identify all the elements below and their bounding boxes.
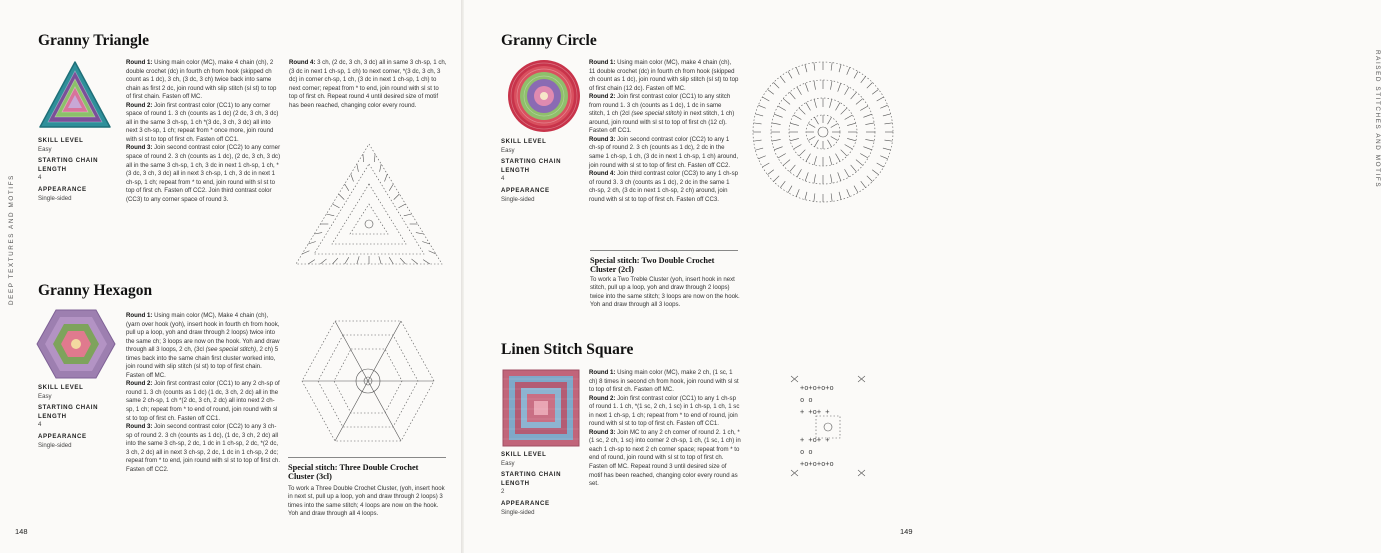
stitch-symbol xyxy=(778,154,786,159)
hexagon-chain: 4 xyxy=(38,421,42,429)
stitch-symbol xyxy=(847,67,850,74)
round-label: Round 1: xyxy=(126,312,153,319)
triangle-appearance: Single-sided xyxy=(38,194,72,202)
circle-motif-photo xyxy=(507,59,581,133)
round-text: Join second contrast color (CC2) to any 1 ch-sp of round 2. 3 ch (counts as 1 dc), 2 dc in the same 1 ch-sp, 1 ch, (3 dc in next 1 ch-sp, 1 ch) around, join round with sl st to top of first ch. Fasten off CC2. xyxy=(589,135,739,169)
stitch-symbol xyxy=(794,115,802,120)
round-text: Using main color (MC), Make 4 chain (ch), (yarn over hook (yoh), insert hook in fourth ch from hook, pull up a loop, yoh and draw through 2 loops) twice into the same ch; 3 loops are now on the hook. Yoh and draw through all 3 loops, 2 ch, (3cl xyxy=(126,312,280,354)
starting-chain-label: STARTING CHAIN LENGTH xyxy=(38,157,99,173)
stitch-symbol xyxy=(847,123,856,125)
stitch-symbol xyxy=(400,258,405,264)
stitch-symbol xyxy=(796,189,799,196)
stitch-symbol xyxy=(790,138,799,140)
linen-skill: Easy xyxy=(501,459,515,467)
stitch-symbol xyxy=(828,140,832,147)
stitch-symbol xyxy=(302,251,309,254)
linen-diagram xyxy=(788,372,868,482)
stitch-symbol xyxy=(314,233,322,234)
stitch-symbol xyxy=(872,89,878,94)
stitch-symbol xyxy=(838,172,841,180)
stitch-symbol xyxy=(783,160,790,166)
round-label: Round 3: xyxy=(589,135,616,143)
stitch-symbol xyxy=(774,176,780,182)
stitch-symbol xyxy=(780,76,785,82)
stitch-symbol xyxy=(762,163,769,167)
round-text-emphasis: (see special stitch) xyxy=(205,346,257,354)
stitch-symbol xyxy=(815,117,819,124)
stitch-symbol xyxy=(865,139,874,141)
stitch-symbol xyxy=(767,89,773,94)
stitch-symbol xyxy=(398,204,405,208)
stitch-symbol xyxy=(374,154,375,162)
stitch-symbol xyxy=(379,256,381,264)
round-label: Round 3: xyxy=(126,144,153,152)
stitch-symbol xyxy=(863,147,871,150)
circle-meta xyxy=(501,138,571,207)
stitch-symbol xyxy=(805,83,808,91)
linen-title: Linen Stitch Square xyxy=(501,341,634,358)
stitch-symbol xyxy=(863,114,871,117)
round-text: , 2 ch) 5 times back into the same chain first cluster worked into, join round with slip stitch (sl st) to top of first chain. Fasten off MC. xyxy=(126,346,279,379)
round-label: Round 2: xyxy=(589,394,616,402)
linen-motif-photo xyxy=(502,369,580,447)
stitch-symbol xyxy=(805,172,808,180)
round-text: Using main color (MC), make 4 chain (ch), 2 double crochet (dc) in fourth ch from hook (skipped ch count as 1 dc), 3 ch, (3 dc, 3 ch) twice back into same chain as first 2 dc, join round with slip stitch (sl st) to top of first chain. Fasten off MC. xyxy=(126,59,277,101)
stitch-symbol xyxy=(831,63,832,71)
stitch-symbol xyxy=(389,184,393,191)
stitch-symbol xyxy=(808,124,815,128)
stitch-symbol xyxy=(758,105,765,108)
round-text: Join first contrast color (CC1) to any corner space of round 1. 3 ch (counts as 1 dc) (2 dc, 3 ch, 3 dc) all in the same 3 ch-sp, 1 ch *(3 dc, 3 ch, 3 dc) all into next 3 ch-sp, 1 ch; repeat from * once more, join round with sl st to top of first ch. Fasten off CC1. xyxy=(126,101,279,143)
stitch-symbol xyxy=(836,154,841,162)
stitch-symbol xyxy=(836,103,841,111)
triangle-skill: Easy xyxy=(38,145,52,153)
stitch-symbol xyxy=(838,83,841,91)
hexagon-motif-photo xyxy=(36,308,116,380)
page-number-right: 149 xyxy=(900,527,913,536)
stitch-symbol xyxy=(788,71,792,78)
stitch-symbol xyxy=(389,257,393,264)
stitch-symbol xyxy=(808,137,815,141)
stitch-symbol xyxy=(754,140,762,141)
stitch-symbol xyxy=(867,83,873,89)
stitch-symbol xyxy=(814,81,816,90)
round-text: Join first contrast color (CC1) to any stitch from round 1. 3 ch (counts as 1 dc), 1 dc in same stitch, 1 ch (2cl xyxy=(589,93,731,118)
appearance-label: APPEARANCE xyxy=(38,185,87,193)
round-text: Join first contrast color (CC1) to any 1 ch-sp of round 1. 1 ch, *(1 sc, 2 ch, 1 sc) in 1 ch-sp, 1 ch, 1 sc in next 1 ch-sp, 1 ch; repeat from * to end of round, join round with sl st to top of first ch. Fasten off CC1. xyxy=(589,394,740,428)
stitch-symbol xyxy=(805,64,807,72)
triangle-motif-photo xyxy=(37,59,113,131)
stitch-symbol xyxy=(755,114,763,116)
circle-title: Granny Circle xyxy=(501,32,597,49)
special-stitch-rule xyxy=(590,250,738,251)
triangle-instructions-cont xyxy=(289,59,447,110)
stitch-symbol xyxy=(860,154,868,159)
round-label: Round 2: xyxy=(589,93,616,101)
stitch-symbol xyxy=(345,184,349,191)
stitch-symbol xyxy=(357,256,359,264)
stitch-symbol xyxy=(845,115,853,120)
stitch-symbol xyxy=(845,169,850,177)
stitch-symbol xyxy=(363,154,364,162)
stitch-symbol xyxy=(845,87,850,95)
round-label: Round 1: xyxy=(589,369,616,376)
stitch-symbol xyxy=(839,192,841,200)
stitch-symbol xyxy=(851,165,857,172)
stitch-symbol xyxy=(754,123,762,124)
right-page xyxy=(464,0,1381,553)
stitch-symbol xyxy=(845,145,853,150)
circle-special-text: To work a Two Treble Cluster (yoh, insert hook in next stitch, pull up a loop, yoh and draw through 2 loops) twice into the same stitch; 3 loops are now on the hook. Yoh and draw through all 3 loops. xyxy=(590,276,740,309)
stitch-symbol xyxy=(841,108,847,114)
round-text: Using main color (MC), make 4 chain (ch), 11 double crochet (dc) in fourth ch from hook (skipped ch count as 1 dc), join round with slip stitch (sl st) to top of first chain (12 dc). Fasten off MC. xyxy=(589,59,739,92)
triangle-meta xyxy=(38,137,108,206)
stitch-symbol xyxy=(831,124,838,128)
hexagon-title: Granny Hexagon xyxy=(38,282,153,299)
round-text: Join second contrast color (CC2) to any corner space of round 2. 3 ch (counts as 1 dc), (2 dc, 3 ch, 3 dc) all in the same 3 ch-sp, 1 ch, 3 dc in next 1 ch-sp, 1 ch, *(3 dc, 3 ch, 3 dc) all in next 3 ch-sp, 1 ch, 3 dc in next 1 ch-sp, 1 ch; repeat from * to end, join round with sl st to top of first ch. Fasten off CC2. xyxy=(126,144,281,195)
stitch-symbol xyxy=(880,156,887,159)
stitch-symbol xyxy=(806,154,811,162)
linen-meta xyxy=(501,451,571,520)
round-label: Round 1: xyxy=(126,59,153,66)
round-label: Round 4: xyxy=(289,59,316,66)
stitch-symbol xyxy=(799,108,805,114)
skill-level-label: SKILL LEVEL xyxy=(38,137,84,144)
round-text: Join second contrast color (CC2) to any 3 ch-sp of round 2. 3 ch (counts as 1 dc), (1 dc, 3 ch, 2 dc) all into the same 3 ch-sp, 2 dc, 1 dc in 1 ch-sp, 2 dc, *(2 dc, 3 ch, 2 dc) all in next 3 ch-sp, 2 dc, 1 dc in 1 ch-sp, 2 dc; repeat from * to end, join round with sl st to top of first ch. Fasten off CC2. xyxy=(126,423,281,473)
stitch-symbol xyxy=(877,97,884,101)
stitch-symbol xyxy=(884,140,892,141)
stitch-symbol xyxy=(847,138,856,140)
circle-instructions xyxy=(589,59,739,204)
stitch-symbol xyxy=(758,156,765,159)
appearance-label: APPEARANCE xyxy=(501,186,550,194)
stitch-symbol xyxy=(762,97,769,101)
stitch-symbol xyxy=(829,156,831,165)
stitch-symbol xyxy=(829,99,831,108)
stitch-symbol xyxy=(380,164,382,172)
stitch-symbol xyxy=(847,189,850,196)
stitch-symbol xyxy=(320,259,326,264)
circle-skill: Easy xyxy=(501,146,515,154)
hexagon-special-text: To work a Three Double Crochet Cluster, (yoh, insert hook in next st, pull up a loop, yoh and draw through 2 loops) 3 times into the same stitch; 4 loops are now on the hook. Yoh and draw through all 4 loops. xyxy=(288,485,445,518)
stitch-symbol xyxy=(404,214,412,216)
stitch-symbol xyxy=(339,194,345,200)
circle-diagram xyxy=(748,57,898,207)
skill-level-label: SKILL LEVEL xyxy=(501,451,547,458)
hexagon-diagram xyxy=(298,317,438,445)
stitch-symbol xyxy=(385,174,388,182)
stitch-symbol xyxy=(854,71,858,78)
stitch-symbol xyxy=(783,99,790,105)
left-page xyxy=(0,0,462,553)
stitch-symbol xyxy=(308,260,315,264)
triangle-title: Granny Triangle xyxy=(38,32,149,49)
round-label: Round 3: xyxy=(126,423,153,431)
triangle-chain: 4 xyxy=(38,174,42,182)
stitch-symbol xyxy=(326,214,334,216)
hexagon-appearance: Single-sided xyxy=(38,441,72,449)
stitch-symbol: o o xyxy=(800,448,813,456)
stitch-symbol xyxy=(872,170,878,175)
starting-chain-label: STARTING CHAIN LENGTH xyxy=(501,471,562,487)
stitch-symbol xyxy=(797,169,802,177)
linen-instructions xyxy=(589,369,741,489)
stitch-symbol xyxy=(423,260,430,264)
round-text: Join MC to any 2 ch corner of round 2. 1 ch, *(1 sc, 2 ch, 1 sc) into corner 2 ch-sp, 1 ch, (1 sc, 1 ch) in each 1 ch-sp to next 2 ch corner space; repeat from * to end of round, join round with sl st to top of first ch. Fasten off MC. Repeat round 3 until desired size of motif has been reached, changing color every round as set. xyxy=(589,428,741,488)
stitch-symbol xyxy=(814,63,815,71)
stitch-symbol xyxy=(830,174,832,183)
stitch-symbol xyxy=(856,160,863,166)
stitch-symbol: + +o+ + xyxy=(800,436,830,444)
stitch-symbol xyxy=(831,193,832,201)
circle-appearance: Single-sided xyxy=(501,195,535,203)
triangle-diagram xyxy=(292,138,446,268)
stitch-symbol xyxy=(394,194,400,200)
stitch-symbol xyxy=(767,170,773,175)
stitch-symbol xyxy=(422,242,430,244)
stitch-symbol: o o xyxy=(800,396,813,404)
triangle-instructions xyxy=(126,59,282,204)
stitch-symbol xyxy=(416,233,424,234)
special-stitch-rule xyxy=(288,457,446,458)
linen-chain: 2 xyxy=(501,488,505,496)
round-text: Join third contrast color (CC3) to any corner space of round 3. xyxy=(126,187,272,203)
stitch-symbol xyxy=(790,123,799,125)
stitch-symbol: + +o+ + xyxy=(800,408,830,416)
round-text: Join third contrast color (CC3) to any 1 ch-sp of round 3. 3 ch (counts as 1 dc), 2 dc in the same 1 ch-sp, 2 ch, (3 dc in next 1 ch-sp, 2 ch) around, join round with sl st to top of first ch. Fasten off CC3. xyxy=(589,170,739,203)
round-label: Round 2: xyxy=(126,101,153,109)
stitch-symbol xyxy=(830,81,832,90)
hexagon-special-title: Special stitch: Three Double Crochet Cluster (3cl) xyxy=(288,463,419,482)
stitch-symbol xyxy=(865,123,874,125)
skill-level-label: SKILL LEVEL xyxy=(38,384,84,391)
stitch-symbol xyxy=(772,123,781,125)
right-side-label: RAISED STITCHES AND MOTIFS xyxy=(1374,50,1381,189)
stitch-symbol xyxy=(883,148,891,150)
circle-special-title: Special stitch: Two Double Crochet Cluster (2cl) xyxy=(590,256,715,275)
appearance-label: APPEARANCE xyxy=(501,499,550,507)
stitch-symbol xyxy=(815,140,819,147)
left-side-label: DEEP TEXTURES AND MOTIFS xyxy=(8,174,15,305)
stitch-symbol xyxy=(883,114,891,116)
skill-level-label: SKILL LEVEL xyxy=(501,138,547,145)
stitch-symbol xyxy=(884,123,892,124)
stitch-symbol: +o+o+o+o xyxy=(800,384,834,392)
round-text: Using main color (MC), make 2 ch, (1 sc, 1 ch) 8 times in second ch from hook, join round with sl st to top of first ch. Fasten off MC. xyxy=(589,369,739,394)
stitch-symbol xyxy=(755,148,763,150)
appearance-label: APPEARANCE xyxy=(38,432,87,440)
stitch-symbol xyxy=(828,117,832,124)
stitch-symbol: +o+o+o+o xyxy=(800,460,834,468)
stitch-symbol xyxy=(861,76,866,82)
stitch-symbol xyxy=(854,186,858,193)
stitch-symbol xyxy=(333,258,338,264)
stitch-symbol xyxy=(790,165,796,172)
stitch-symbol xyxy=(774,147,782,150)
stitch-symbol xyxy=(851,92,857,99)
round-label: Round 1: xyxy=(589,59,616,66)
stitch-symbol xyxy=(790,92,796,99)
stitch-symbol xyxy=(860,106,868,111)
round-label: Round 4: xyxy=(589,170,616,178)
round-text-emphasis: (see special stitch) xyxy=(631,110,682,118)
stitch-symbol xyxy=(794,145,802,150)
page-number-left: 148 xyxy=(15,527,28,536)
stitch-symbol xyxy=(856,99,863,105)
stitch-symbol xyxy=(867,176,873,182)
stitch-symbol xyxy=(774,83,780,89)
stitch-symbol xyxy=(345,257,349,264)
linen-appearance: Single-sided xyxy=(501,508,535,516)
stitch-symbol xyxy=(799,150,805,156)
stitch-symbol xyxy=(814,193,815,201)
round-text: Join first contrast color (CC1) to any 2 ch-sp of round 1. 3 ch (counts as 1 dc) (1 dc, 3 ch, 2 dc) all in the same 2 ch-sp, 1 ch *(2 dc, 3 ch, 2 dc) all into next 2 ch-sp, 1 ch; repeat from * to end of round, join round with sl st to top of first ch. Fasten off CC1. xyxy=(126,380,280,422)
stitch-symbol xyxy=(411,259,417,264)
stitch-symbol xyxy=(814,99,816,108)
stitch-symbol xyxy=(814,156,816,165)
round-text: in next stitch, 1 ch) around, join round with sl st to top of first ch (12 cl). Fasten off CC1. xyxy=(589,110,735,135)
round-text: 3 ch, (2 dc, 3 ch, 3 dc) all in same 3 ch-sp, 1 ch, (3 dc in next 1 ch-sp, 1 ch) to next corner, *(3 dc, 3 ch, 3 dc) in corner ch-sp, 1 ch, (3 dc in next 1 ch-sp, 1 ch) to next corner; repeat from * to end, join round with sl st to top of first ch. Repeat round 4 until desired size of motif has been reached, changing color every round. xyxy=(289,59,447,109)
stitch-symbol xyxy=(772,139,781,141)
round-label: Round 2: xyxy=(126,380,153,388)
stitch-symbol xyxy=(805,192,807,200)
stitch-symbol xyxy=(806,103,811,111)
stitch-symbol xyxy=(333,204,340,208)
starting-chain-label: STARTING CHAIN LENGTH xyxy=(501,158,562,174)
stitch-symbol xyxy=(778,106,786,111)
stitch-symbol xyxy=(351,174,354,182)
stitch-symbol xyxy=(861,181,866,187)
circle-chain: 4 xyxy=(501,175,505,183)
stitch-symbol xyxy=(780,181,785,187)
stitch-symbol xyxy=(357,164,359,172)
stitch-symbol xyxy=(814,174,816,183)
starting-chain-label: STARTING CHAIN LENGTH xyxy=(38,404,99,420)
stitch-symbol xyxy=(831,137,838,141)
hexagon-instructions xyxy=(126,312,282,474)
stitch-symbol xyxy=(877,163,884,167)
stitch-symbol xyxy=(796,67,799,74)
stitch-symbol xyxy=(841,150,847,156)
stitch-symbol xyxy=(774,114,782,117)
hexagon-meta xyxy=(38,384,108,453)
stitch-symbol xyxy=(788,186,792,193)
stitch-symbol xyxy=(839,64,841,72)
stitch-symbol xyxy=(880,105,887,108)
stitch-symbol xyxy=(797,87,802,95)
hexagon-skill: Easy xyxy=(38,392,52,400)
round-label: Round 3: xyxy=(589,428,616,436)
